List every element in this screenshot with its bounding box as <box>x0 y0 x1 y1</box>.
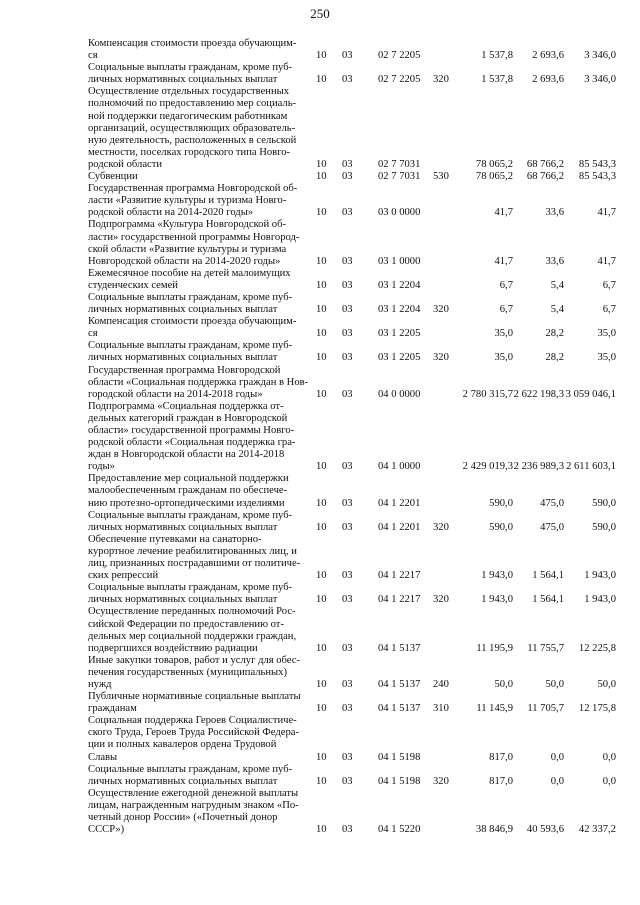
expense-name-line: четный донор России» («Почетный донор <box>88 812 278 823</box>
expense-name <box>88 606 312 654</box>
subsection-code: 03 <box>342 594 353 606</box>
expense-name-line: ждан в Новгородской области на 2014-2018 <box>88 449 285 461</box>
amount-year-2: 1 564,1 <box>532 570 564 582</box>
subsection-code: 03 <box>342 678 353 690</box>
amount-year-2: 40 593,6 <box>526 824 564 836</box>
expense-name-line: личных нормативных социальных выплат <box>88 594 278 606</box>
amount-year-3: 3 059 046,1 <box>565 388 616 400</box>
section-code: 10 <box>316 158 327 170</box>
table-row <box>88 606 616 654</box>
expense-type-code: 320 <box>433 352 449 364</box>
expense-name-line: Государственная программа Новгородской об- <box>88 183 298 195</box>
amount-year-1: 1 537,8 <box>481 74 513 86</box>
amount-year-1: 1 943,0 <box>481 594 513 606</box>
amount-year-1: 817,0 <box>489 751 513 763</box>
expense-name-line: Предоставление мер социальной поддержки <box>88 473 289 485</box>
expense-name <box>88 219 312 267</box>
section-code: 10 <box>316 279 327 291</box>
section-code: 10 <box>316 570 327 582</box>
expense-name <box>88 340 312 364</box>
expense-name <box>88 534 312 582</box>
expense-name-line: Компенсация стоимости проезда обучающим- <box>88 38 297 49</box>
section-code: 10 <box>316 304 327 316</box>
table-row <box>88 62 616 86</box>
amount-year-2: 475,0 <box>540 521 564 533</box>
amount-year-3: 12 175,8 <box>578 703 616 715</box>
target-article-code: 04 1 5137 <box>378 678 421 690</box>
table-row <box>88 365 616 401</box>
table-row <box>88 316 616 340</box>
table-body <box>88 38 616 836</box>
subsection-code: 03 <box>342 461 353 473</box>
section-code: 10 <box>316 521 327 533</box>
expense-name-line: родской области «Социальная поддержка гра- <box>88 437 296 449</box>
amount-year-3: 1 943,0 <box>584 594 616 606</box>
expense-type-code: 240 <box>433 678 449 690</box>
amount-year-3: 41,7 <box>597 207 616 219</box>
table-row <box>88 268 616 292</box>
amount-year-1: 2 429 019,3 <box>462 461 513 473</box>
expense-name-line: подвергшихся воздействию радиации <box>88 642 258 654</box>
subsection-code: 03 <box>342 497 353 509</box>
expense-type-code <box>431 38 461 62</box>
expense-name-line: студенческих семей <box>88 279 178 291</box>
expense-name-line: Подпрограмма «Социальная поддержка от- <box>88 400 284 412</box>
target-article-code: 04 1 2201 <box>378 497 421 509</box>
amount-year-2: 28,2 <box>545 352 564 364</box>
amount-year-2: 33,6 <box>545 207 564 219</box>
subsection-code: 03 <box>342 642 353 654</box>
expense-name-line: ласти «Развитие культуры и туризма Новго- <box>88 195 287 207</box>
amount-year-1: 41,7 <box>494 255 513 267</box>
expense-name-line: Социальные выплаты гражданам, кроме пуб- <box>88 763 293 775</box>
section-code: 10 <box>316 50 327 62</box>
page-number: 250 <box>310 6 330 21</box>
subsection-code: 03 <box>342 751 353 763</box>
expense-name-line: годы» <box>88 461 115 473</box>
amount-year-1: 35,0 <box>494 328 513 340</box>
amount-year-1: 38 846,9 <box>475 824 513 836</box>
expense-name-line: лицам, награжденным нагрудным знаком «По- <box>88 799 299 811</box>
expense-name-line: Социальные выплаты гражданам, кроме пуб- <box>88 291 293 303</box>
subsection-code: 03 <box>342 352 353 364</box>
expense-name-line: СССР») <box>88 824 125 836</box>
amount-year-2: 11 705,7 <box>527 703 564 715</box>
expense-name-line: печения государственных (муниципальных) <box>88 666 287 678</box>
expense-name-line: Социальные выплаты гражданам, кроме пуб- <box>88 509 293 521</box>
expense-name-line: личных нормативных социальных выплат <box>88 74 278 86</box>
amount-year-3: 85 543,3 <box>578 158 616 170</box>
table-row <box>88 510 616 534</box>
subsection-code: 03 <box>342 158 353 170</box>
section-code: 10 <box>316 824 327 836</box>
expense-name-line: Подпрограмма «Культура Новгородской об- <box>88 219 287 231</box>
target-article-code: 04 1 2217 <box>378 594 421 606</box>
table-row <box>88 655 616 691</box>
amount-year-2: 2 622 198,3 <box>513 388 564 400</box>
expense-name-line: ции и полных кавалеров ордена Трудовой <box>88 739 277 751</box>
subsection-code: 03 <box>342 50 353 62</box>
expense-name-line: курортное лечение реабилитированных лиц, и <box>88 545 297 557</box>
subsection-code: 03 <box>342 74 353 86</box>
section-code: 10 <box>316 207 327 219</box>
target-article-code: 03 1 2205 <box>378 352 421 364</box>
expense-name-line: Осуществление отдельных государственных <box>88 86 290 98</box>
expense-name <box>88 316 312 340</box>
expense-name <box>88 401 312 474</box>
section-code: 10 <box>316 328 327 340</box>
amount-year-3: 590,0 <box>592 521 616 533</box>
target-article-code: 04 1 2201 <box>378 521 421 533</box>
amount-year-1: 817,0 <box>489 775 513 787</box>
table-row <box>88 582 616 606</box>
expense-name-line: дельных мер социальной поддержки граждан, <box>88 630 297 642</box>
amount-year-2: 5,4 <box>550 304 564 316</box>
expense-name <box>88 582 312 606</box>
amount-year-3: 3 346,0 <box>584 50 616 62</box>
amount-year-1: 11 145,9 <box>476 703 513 715</box>
expense-name-line: Обеспечение путевками на санаторно- <box>88 533 262 545</box>
expense-name <box>88 788 312 836</box>
expense-name-line: Славы <box>88 751 118 763</box>
amount-year-1: 11 195,9 <box>476 642 513 654</box>
expense-name-line: Иные закупки товаров, работ и услуг для обес- <box>88 654 301 666</box>
amount-year-2: 11 755,7 <box>527 642 564 654</box>
amount-year-3: 12 225,8 <box>578 642 616 654</box>
section-code: 10 <box>316 352 327 364</box>
amount-year-1: 1 943,0 <box>481 570 513 582</box>
amount-year-3: 42 337,2 <box>578 824 616 836</box>
expense-name-line: городской области на 2014-2018 годы» <box>88 388 263 400</box>
expense-type-code: 530 <box>433 171 449 183</box>
expense-name-line: Новгородской области на 2014-2020 годы» <box>88 255 281 267</box>
amount-year-2: 0,0 <box>550 751 564 763</box>
table-row <box>88 764 616 788</box>
target-article-code: 02 7 7031 <box>378 158 421 170</box>
expense-name-line: гражданам <box>88 703 137 715</box>
expense-name-line: ся <box>88 328 98 340</box>
table-row <box>88 534 616 582</box>
amount-year-3: 50,0 <box>597 678 616 690</box>
expense-name-line: Социальные выплаты гражданам, кроме пуб- <box>88 62 293 74</box>
expense-type-code <box>431 316 461 340</box>
amount-year-2: 2 236 989,3 <box>513 461 564 473</box>
target-article-code: 04 1 5198 <box>378 751 421 763</box>
expense-name-line: нужд <box>88 678 112 690</box>
expense-name-line: личных нормативных социальных выплат <box>88 352 278 364</box>
section-code: 10 <box>316 171 327 183</box>
expense-name-line: Осуществление ежегодной денежной выплаты <box>88 787 299 799</box>
amount-year-3: 0,0 <box>602 775 616 787</box>
amount-year-1: 2 780 315,7 <box>462 388 513 400</box>
section-code: 10 <box>316 255 327 267</box>
amount-year-3: 590,0 <box>592 497 616 509</box>
expense-name <box>88 268 312 292</box>
target-article-code: 02 7 2205 <box>378 50 421 62</box>
expense-name-line: Государственная программа Новгородской <box>88 364 281 376</box>
expense-name <box>88 691 312 715</box>
amount-year-3: 41,7 <box>597 255 616 267</box>
table-row <box>88 292 616 316</box>
amount-year-1: 50,0 <box>494 678 513 690</box>
expense-type-code: 310 <box>433 703 449 715</box>
expense-name-line: Ежемесячное пособие на детей малоимущих <box>88 267 291 279</box>
target-article-code: 04 1 2217 <box>378 570 421 582</box>
expense-type-code <box>431 715 461 763</box>
expense-name-line: Субвенции <box>88 171 138 183</box>
expense-type-code: 320 <box>433 304 449 316</box>
section-code: 10 <box>316 775 327 787</box>
expense-name <box>88 38 312 62</box>
expense-name-line: ся <box>88 50 98 62</box>
expense-name-line: Социальные выплаты гражданам, кроме пуб- <box>88 582 293 594</box>
amount-year-2: 68 766,2 <box>526 171 564 183</box>
expense-name-line: ной поддержки педагогическим работникам <box>88 110 288 122</box>
section-code: 10 <box>316 751 327 763</box>
table-row <box>88 38 616 62</box>
expense-name-line: Компенсация стоимости проезда обучающим- <box>88 316 297 328</box>
expense-type-code <box>431 473 461 509</box>
expense-name-line: Социальная поддержка Героев Социалистиче- <box>88 715 297 727</box>
table-row <box>88 401 616 474</box>
amount-year-1: 1 537,8 <box>481 50 513 62</box>
amount-year-1: 41,7 <box>494 207 513 219</box>
expense-name-line: нию протезно-ортопедическими изделиями <box>88 497 285 509</box>
section-code: 10 <box>316 461 327 473</box>
target-article-code: 03 1 0000 <box>378 255 421 267</box>
subsection-code: 03 <box>342 304 353 316</box>
budget-table <box>88 38 616 836</box>
target-article-code: 03 0 0000 <box>378 207 421 219</box>
expense-name-line: ских репрессий <box>88 570 159 582</box>
expense-name-line: личных нормативных социальных выплат <box>88 521 278 533</box>
amount-year-3: 3 346,0 <box>584 74 616 86</box>
amount-year-3: 6,7 <box>602 279 616 291</box>
expense-name <box>88 510 312 534</box>
expense-type-code <box>431 183 461 219</box>
amount-year-1: 35,0 <box>494 352 513 364</box>
expense-name <box>88 715 312 763</box>
target-article-code: 04 1 5137 <box>378 703 421 715</box>
subsection-code: 03 <box>342 570 353 582</box>
expense-name <box>88 473 312 509</box>
target-article-code: 04 0 0000 <box>378 388 421 400</box>
expense-type-code <box>431 401 461 474</box>
section-code: 10 <box>316 703 327 715</box>
section-code: 10 <box>316 497 327 509</box>
expense-name-line: личных нормативных социальных выплат <box>88 304 278 316</box>
amount-year-3: 6,7 <box>602 304 616 316</box>
expense-name-line: ского Труда, Героев Труда Российской Федера- <box>88 727 299 739</box>
expense-name-line: родской области <box>88 158 163 170</box>
amount-year-3: 35,0 <box>597 328 616 340</box>
amount-year-2: 0,0 <box>550 775 564 787</box>
expense-name-line: области «Социальная поддержка граждан в Нов- <box>88 376 309 388</box>
amount-year-1: 590,0 <box>489 521 513 533</box>
expense-type-code <box>431 86 461 171</box>
expense-name-line: организаций, осуществляющих образователь- <box>88 122 296 134</box>
target-article-code: 03 1 2205 <box>378 328 421 340</box>
amount-year-1: 6,7 <box>499 279 513 291</box>
expense-name <box>88 171 312 183</box>
amount-year-2: 28,2 <box>545 328 564 340</box>
subsection-code: 03 <box>342 703 353 715</box>
target-article-code: 04 1 5220 <box>378 824 421 836</box>
table-row <box>88 86 616 171</box>
expense-name-line: области» государственной программы Новго- <box>88 425 295 436</box>
expense-name-line: дельных категорий граждан в Новгородской <box>88 412 288 424</box>
expense-type-code <box>431 788 461 836</box>
table-row <box>88 171 616 183</box>
amount-year-1: 6,7 <box>499 304 513 316</box>
amount-year-3: 0,0 <box>602 751 616 763</box>
expense-type-code: 320 <box>433 775 449 787</box>
table-row <box>88 473 616 509</box>
expense-type-code: 320 <box>433 521 449 533</box>
expense-name-line: малообеспеченным гражданам по обеспече- <box>88 485 288 497</box>
expense-type-code: 320 <box>433 594 449 606</box>
expense-name <box>88 292 312 316</box>
expense-name-line: полномочий по предоставлению мер социаль- <box>88 98 297 110</box>
amount-year-2: 50,0 <box>545 678 564 690</box>
table-row <box>88 715 616 763</box>
amount-year-3: 85 543,3 <box>578 171 616 183</box>
expense-type-code: 320 <box>433 74 449 86</box>
amount-year-2: 2 693,6 <box>532 74 564 86</box>
subsection-code: 03 <box>342 207 353 219</box>
expense-name <box>88 365 312 401</box>
expense-name-line: родской области на 2014-2020 годы» <box>88 207 254 219</box>
subsection-code: 03 <box>342 279 353 291</box>
table-row <box>88 183 616 219</box>
amount-year-3: 1 943,0 <box>584 570 616 582</box>
subsection-code: 03 <box>342 328 353 340</box>
expense-name-line: сийской Федерации по предоставлению от- <box>88 618 284 630</box>
expense-name <box>88 764 312 788</box>
section-code: 10 <box>316 594 327 606</box>
amount-year-2: 68 766,2 <box>526 158 564 170</box>
section-code: 10 <box>316 74 327 86</box>
table-row <box>88 788 616 836</box>
expense-name-line: лиц, признанных пострадавшими от политиче- <box>88 558 301 570</box>
target-article-code: 04 1 0000 <box>378 461 421 473</box>
expense-name <box>88 62 312 86</box>
expense-name-line: Публичные нормативные социальные выплаты <box>88 691 301 703</box>
target-article-code: 04 1 5198 <box>378 775 421 787</box>
subsection-code: 03 <box>342 171 353 183</box>
amount-year-2: 5,4 <box>550 279 564 291</box>
amount-year-2: 475,0 <box>540 497 564 509</box>
subsection-code: 03 <box>342 388 353 400</box>
expense-name-line: Социальные выплаты гражданам, кроме пуб- <box>88 340 293 352</box>
section-code: 10 <box>316 678 327 690</box>
expense-name-line: личных нормативных социальных выплат <box>88 775 278 787</box>
amount-year-1: 590,0 <box>489 497 513 509</box>
table-row <box>88 340 616 364</box>
target-article-code: 02 7 7031 <box>378 171 421 183</box>
expense-name-line: местности, поселках городского типа Новго- <box>88 146 291 158</box>
expense-name-line: ской области «Развитие культуры и туризма <box>88 243 287 255</box>
amount-year-3: 35,0 <box>597 352 616 364</box>
expense-type-code <box>431 268 461 292</box>
expense-type-code <box>431 219 461 267</box>
amount-year-1: 78 065,2 <box>475 158 513 170</box>
subsection-code: 03 <box>342 775 353 787</box>
expense-name <box>88 86 312 171</box>
subsection-code: 03 <box>342 824 353 836</box>
subsection-code: 03 <box>342 521 353 533</box>
amount-year-2: 2 693,6 <box>532 50 564 62</box>
subsection-code: 03 <box>342 255 353 267</box>
target-article-code: 03 1 2204 <box>378 279 421 291</box>
target-article-code: 03 1 2204 <box>378 304 421 316</box>
amount-year-3: 2 611 603,1 <box>566 461 616 473</box>
section-code: 10 <box>316 642 327 654</box>
expense-type-code <box>431 365 461 401</box>
expense-name <box>88 655 312 691</box>
amount-year-2: 1 564,1 <box>532 594 564 606</box>
expense-name-line: ласти» государственной программы Новгород- <box>88 231 300 243</box>
table-row <box>88 691 616 715</box>
amount-year-2: 33,6 <box>545 255 564 267</box>
section-code: 10 <box>316 388 327 400</box>
target-article-code: 02 7 2205 <box>378 74 421 86</box>
expense-name-line: Осуществление переданных полномочий Рос- <box>88 606 296 618</box>
amount-year-1: 78 065,2 <box>475 171 513 183</box>
target-article-code: 04 1 5137 <box>378 642 421 654</box>
expense-name-line: ную деятельность, расположенных в сельской <box>88 134 297 146</box>
expense-type-code <box>431 534 461 582</box>
expense-type-code <box>431 606 461 654</box>
table-row <box>88 219 616 267</box>
expense-name <box>88 183 312 219</box>
